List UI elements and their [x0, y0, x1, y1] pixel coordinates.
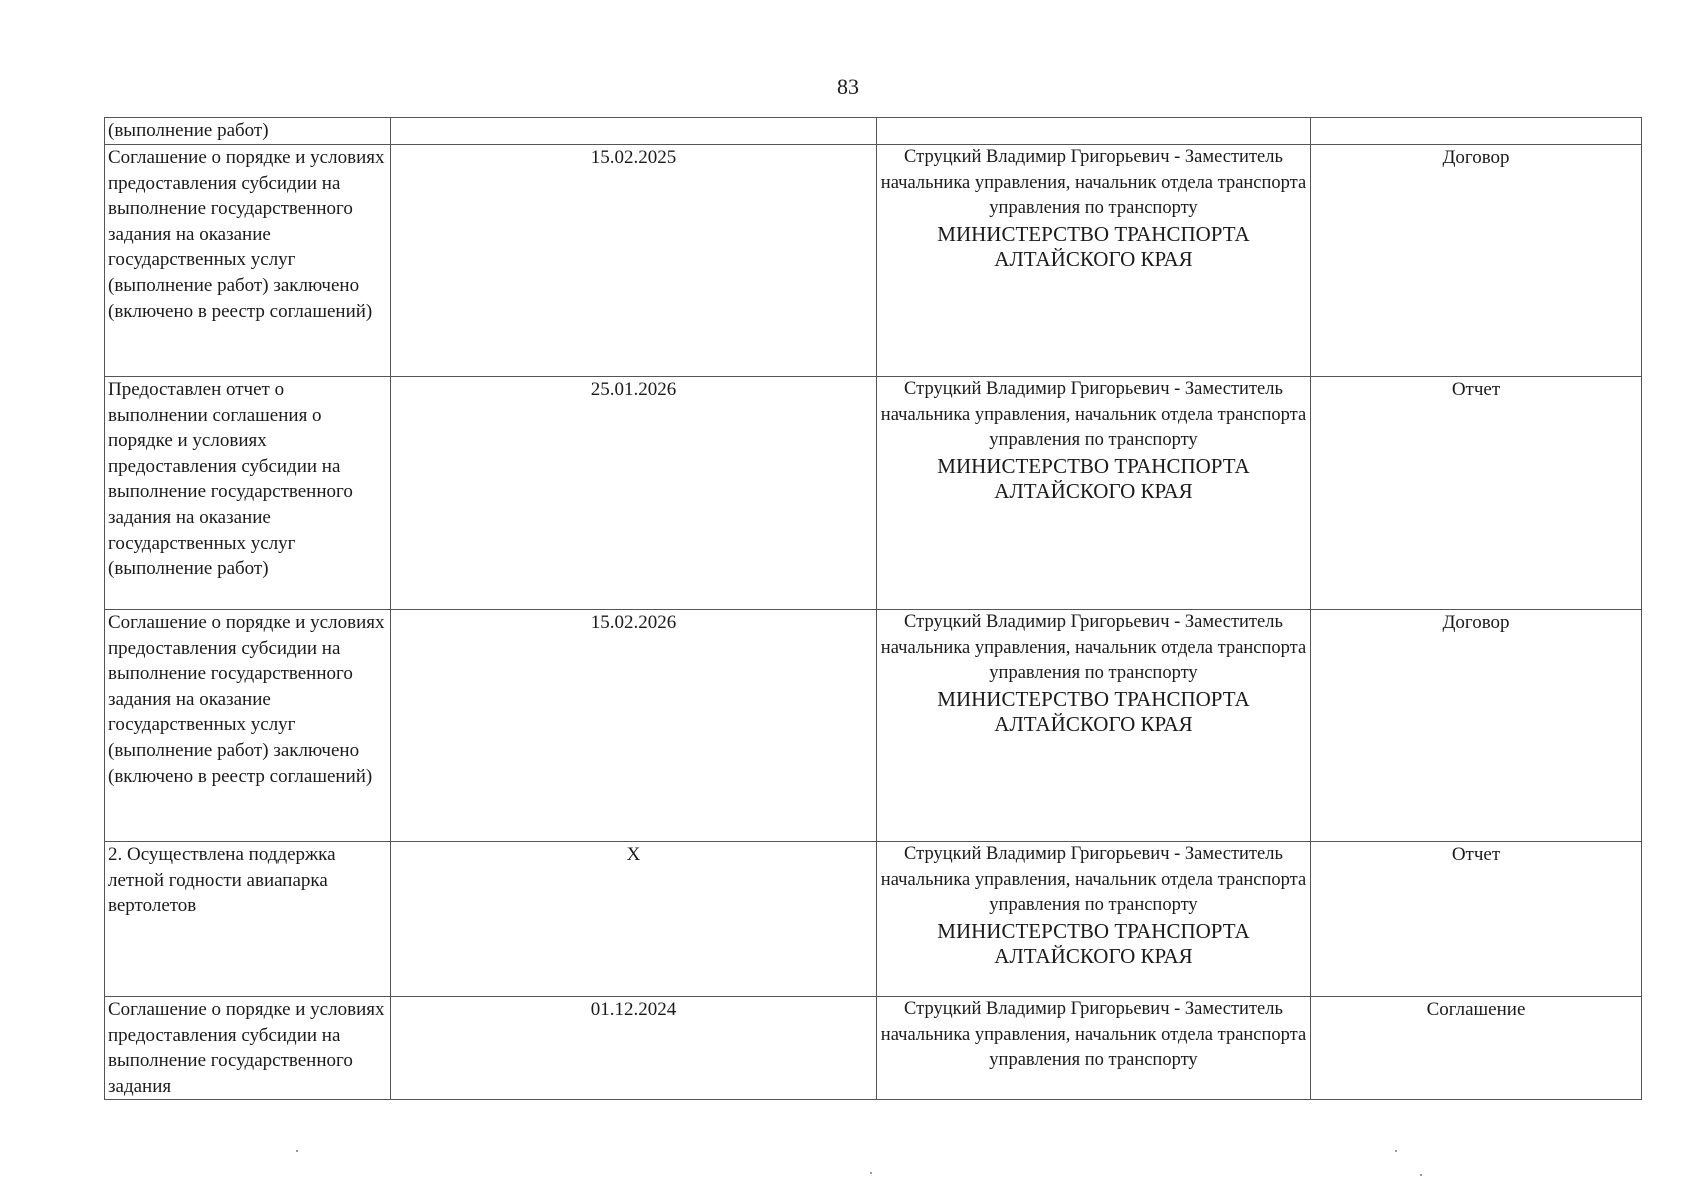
date-cell: 15.02.2026	[391, 610, 877, 842]
document-type-cell	[1311, 118, 1642, 145]
document-type-cell: Отчет	[1311, 842, 1642, 997]
event-name-cell: Соглашение о порядке и условиях предоставления субсидии на выполнение государственного задания на оказание государственных услуг (выполнение работ) заключено (включено в реестр соглашений)	[105, 610, 391, 842]
event-name-cell: Соглашение о порядке и условиях предоставления субсидии на выполнение государственного задания	[105, 997, 391, 1100]
table-row	[105, 997, 1642, 1100]
responsible-cell	[877, 610, 1311, 842]
responsible-cell	[877, 997, 1311, 1100]
scan-speck	[1395, 1150, 1397, 1152]
scan-speck	[870, 1172, 872, 1174]
ministry-name: МИНИСТЕРСТВО ТРАНСПОРТА АЛТАЙСКОГО КРАЯ	[937, 221, 1250, 272]
responsible-cell	[877, 377, 1311, 610]
event-name-cell: Предоставлен отчет о выполнении соглашения о порядке и условиях предоставления субсидии на выполнение государственного задания на оказание государственных услуг (выполнение работ)	[105, 377, 391, 610]
scan-speck	[296, 1150, 298, 1152]
control-points-table	[104, 117, 1642, 1100]
responsible-cell	[877, 842, 1311, 997]
responsible-person: Струцкий Владимир Григорьевич - Заместитель начальника управления, начальник отдела транспорта управления по транспорту	[880, 612, 1307, 684]
date-cell: X	[391, 842, 877, 997]
ministry-name: МИНИСТЕРСТВО ТРАНСПОРТА АЛТАЙСКОГО КРАЯ	[937, 686, 1250, 737]
responsible-person: Струцкий Владимир Григорьевич - Заместитель начальника управления, начальник отдела транспорта управления по транспорту	[880, 147, 1307, 219]
table-row	[105, 842, 1642, 997]
document-type-cell: Соглашение	[1311, 997, 1642, 1100]
responsible-person: Струцкий Владимир Григорьевич - Заместитель начальника управления, начальник отдела транспорта управления по транспорту	[880, 844, 1307, 916]
document-type-cell: Договор	[1311, 610, 1642, 842]
table-row	[105, 145, 1642, 377]
page-number: 83	[837, 74, 859, 99]
document-type-cell: Договор	[1311, 145, 1642, 377]
event-name-cell: Соглашение о порядке и условиях предоставления субсидии на выполнение государственного задания на оказание государственных услуг (выполнение работ) заключено (включено в реестр соглашений)	[105, 145, 391, 377]
event-name-cell: 2. Осуществлена поддержка летной годности авиапарка вертолетов	[105, 842, 391, 997]
table-row	[105, 610, 1642, 842]
date-cell: 01.12.2024	[391, 997, 877, 1100]
event-name-cell: (выполнение работ)	[105, 118, 391, 145]
date-cell: 25.01.2026	[391, 377, 877, 610]
responsible-cell	[877, 145, 1311, 377]
document-type-cell: Отчет	[1311, 377, 1642, 610]
responsible-person: Струцкий Владимир Григорьевич - Заместитель начальника управления, начальник отдела транспорта управления по транспорту	[880, 379, 1307, 451]
date-cell: 15.02.2025	[391, 145, 877, 377]
ministry-name: МИНИСТЕРСТВО ТРАНСПОРТА АЛТАЙСКОГО КРАЯ	[937, 918, 1250, 969]
scan-speck	[1420, 1174, 1422, 1176]
ministry-name: МИНИСТЕРСТВО ТРАНСПОРТА АЛТАЙСКОГО КРАЯ	[937, 453, 1250, 504]
responsible-cell	[877, 118, 1311, 145]
table-row	[105, 377, 1642, 610]
table-row	[105, 118, 1642, 145]
responsible-person: Струцкий Владимир Григорьевич - Заместитель начальника управления, начальник отдела транспорта управления по транспорту	[880, 999, 1307, 1071]
date-cell	[391, 118, 877, 145]
